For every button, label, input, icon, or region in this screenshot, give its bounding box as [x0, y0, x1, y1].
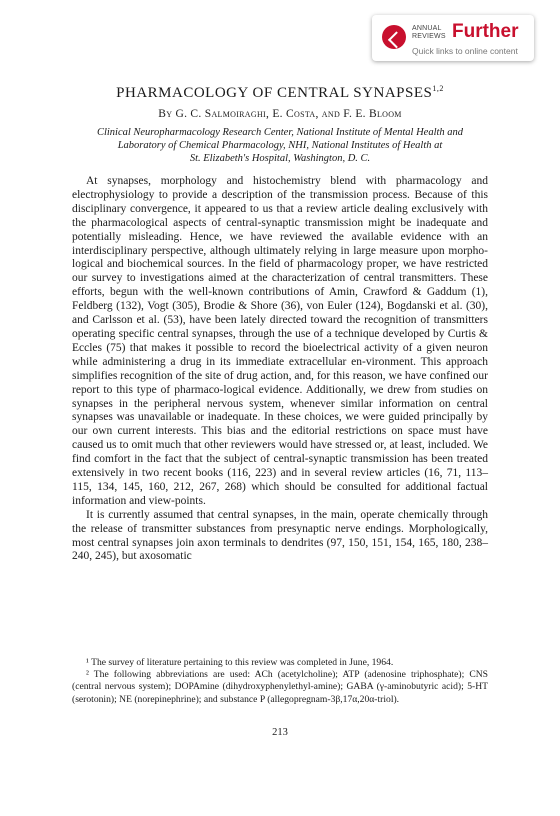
annual-reviews-logo: ANNUAL REVIEWS [412, 25, 446, 40]
footnotes [72, 657, 488, 706]
article-body [72, 175, 488, 564]
body-paragraph: At synapses, morphology and histochemistry blend with pharmacology and electrophysiology to provide a description of the transmission process. Because of this disciplinary convergence, it appeared to us that a review article dealing exclusively with the pharmacological aspects of central-synaptic transmission might be inadequate and potentially misleading. Hence, we have reviewed the available evidence with an interdisciplinary perspective, although ultimately relying in large measure upon morpho-logical and biochemical sources. In the field of pharmacology proper, we have restricted our survey to investigations aimed at the characterization of central transmitters. These efforts, begun with the well-known contributions of Amin, Crawford & Gaddum (1), Feldberg (132), Vogt (305), Brodie & Shore (36), von Euler (124), Bogdanski et al. (30), and Carlsson et al. (53), have been lately directed toward the recognition of transmitters operating specific central synapses, through the use of a technique developed by Curtis & Eccles (75) that makes it possible to record the bioelectrical activity of a given neuron while administering a drug in its immediate extracellular en-vironment. This approach simplifies recognition of the site of drug action, and, for this reason, we have confined our report to this type of pharmaco-logical evidence. Additionally, we drew from studies on synapses in the peripheral nervous system, whenever similar information on central synapses was unavailable or inadequate. In these choices, we were guided principally by our own current interests. This bias and the editorial restrictions on space must have caused us to omit much that other reviewers would have stressed or, at least, included. We find comfort in the fact that the subject of central-synaptic transmission has been treated extensively in two recent books (116, 223) and in several review articles (16, 71, 113–115, 134, 145, 160, 212, 267, 268) which should be consulted for additional factual information and view-points. [72, 175, 488, 507]
footnote: ² The following abbreviations are used: ACh (acetylcholine); ATP (adenosine triphosphate); CNS (central nervous system); DOPAmine (dihydroxyphenylethyl-amine); GABA (γ-aminobutyric acid); 5-HT (serotonin); NE (norepinephrine); and substance P (allegopregnam-3β,17α,20α-triol). [72, 669, 488, 705]
affiliation-line: St. Elizabeth's Hospital, Washington, D. C. [189, 153, 371, 164]
affiliation [60, 126, 500, 165]
body-paragraph: It is currently assumed that central synapses, in the main, operate chemically through the release of transmitter substances from presynaptic nerve endings. Morphologically, most central synapses join axon terminals to dendrites (97, 150, 151, 154, 165, 180, 238–240, 245), but axosomatic [72, 508, 488, 563]
footnote: ¹ The survey of literature pertaining to this review was completed in June, 1964. [86, 657, 394, 668]
arrow-circle-icon [382, 25, 406, 49]
affiliation-line: Laboratory of Chemical Pharmacology, NHI, National Institutes of Health at [117, 140, 443, 151]
page-number: 213 [272, 727, 288, 738]
author-line: By G. C. Salmoiraghi, E. Costa, and F. E. Bloom [158, 108, 402, 120]
further-label: Further [452, 21, 519, 42]
title-footnote-marks: 1,2 [432, 84, 444, 93]
article-title: PHARMACOLOGY OF CENTRAL SYNAPSES$^{1,2}$ [116, 84, 444, 101]
quick-links-text: Quick links to online content [412, 46, 518, 56]
affiliation-line: Clinical Neuropharmacology Research Center, National Institute of Mental Health and [96, 127, 464, 138]
further-banner[interactable] [372, 15, 534, 61]
